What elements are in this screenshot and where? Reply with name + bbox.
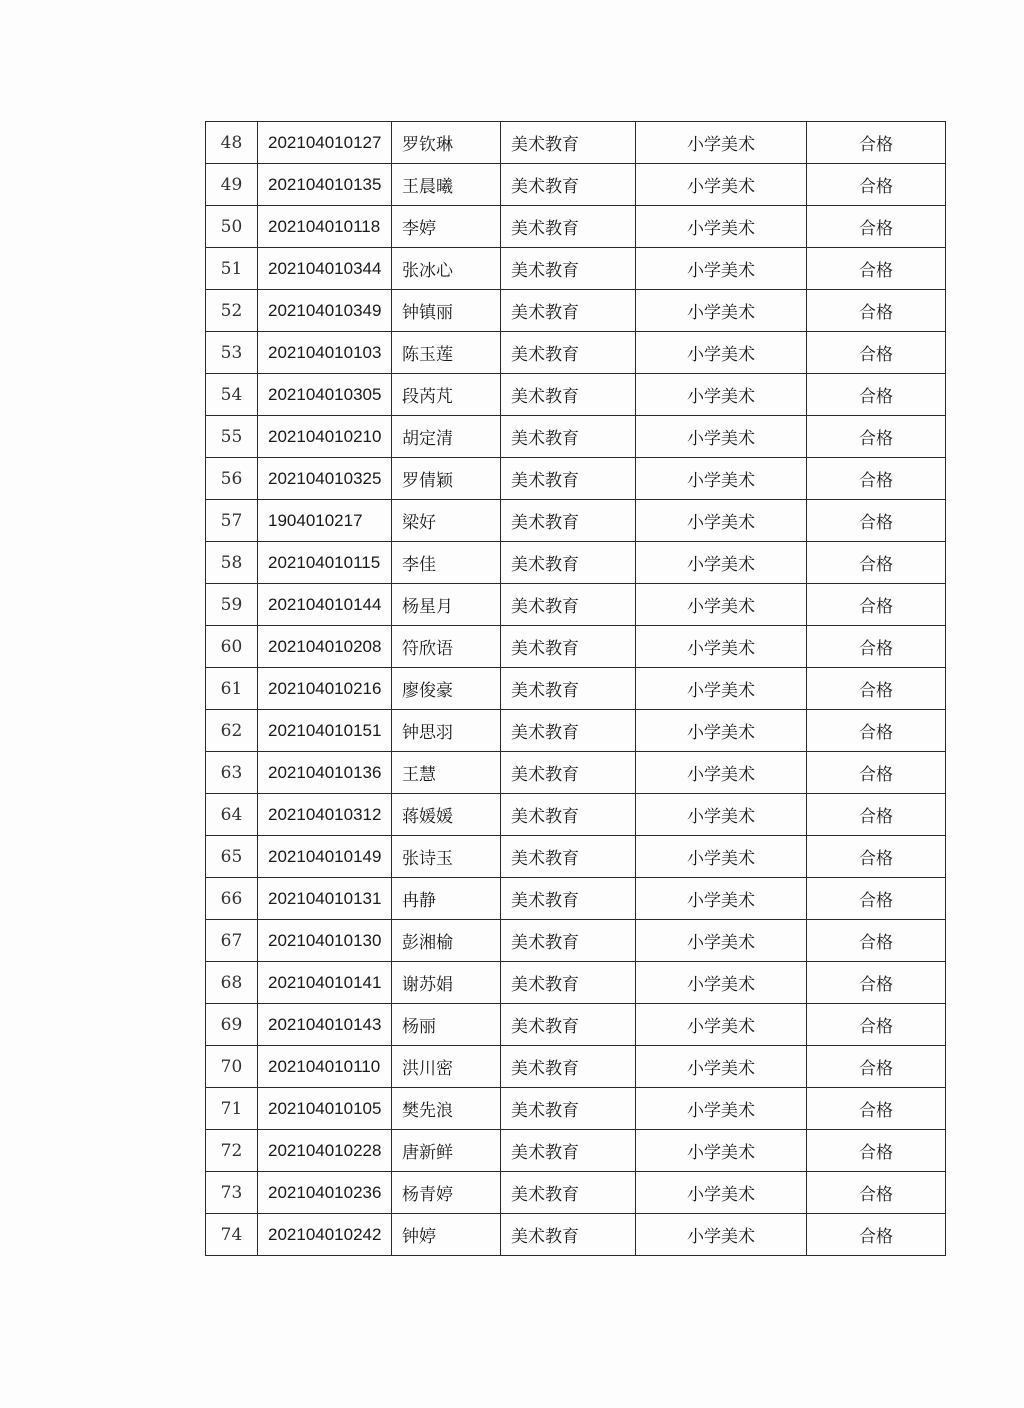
table-row (206, 1088, 946, 1130)
major-cell: 美术教育 (501, 290, 636, 332)
student-name-cell: 彭湘榆 (392, 920, 501, 962)
result-cell: 合格 (807, 164, 946, 206)
student-id-cell: 202104010312 (258, 794, 392, 836)
student-id-cell: 202104010210 (258, 416, 392, 458)
major-cell: 美术教育 (501, 1172, 636, 1214)
subject-cell: 小学美术 (636, 374, 807, 416)
table-row (206, 332, 946, 374)
table-row (206, 500, 946, 542)
student-id-cell: 202104010141 (258, 962, 392, 1004)
student-name-cell: 冉静 (392, 878, 501, 920)
result-cell: 合格 (807, 1088, 946, 1130)
major-cell: 美术教育 (501, 920, 636, 962)
result-cell: 合格 (807, 374, 946, 416)
table-row (206, 878, 946, 920)
major-cell: 美术教育 (501, 500, 636, 542)
subject-cell: 小学美术 (636, 752, 807, 794)
subject-cell: 小学美术 (636, 1172, 807, 1214)
table-row (206, 1046, 946, 1088)
major-cell: 美术教育 (501, 1046, 636, 1088)
row-number-cell: 50 (206, 206, 258, 248)
student-name-cell: 胡定清 (392, 416, 501, 458)
table-row (206, 374, 946, 416)
subject-cell: 小学美术 (636, 416, 807, 458)
row-number-cell: 68 (206, 962, 258, 1004)
student-name-cell: 谢苏娟 (392, 962, 501, 1004)
table-row (206, 584, 946, 626)
row-number-cell: 53 (206, 332, 258, 374)
major-cell: 美术教育 (501, 206, 636, 248)
result-cell: 合格 (807, 416, 946, 458)
student-id-cell: 202104010118 (258, 206, 392, 248)
student-id-cell: 202104010110 (258, 1046, 392, 1088)
student-name-cell: 李佳 (392, 542, 501, 584)
subject-cell: 小学美术 (636, 836, 807, 878)
row-number-cell: 74 (206, 1214, 258, 1256)
table-row (206, 710, 946, 752)
row-number-cell: 59 (206, 584, 258, 626)
major-cell: 美术教育 (501, 332, 636, 374)
student-name-cell: 廖俊豪 (392, 668, 501, 710)
row-number-cell: 51 (206, 248, 258, 290)
result-cell: 合格 (807, 122, 946, 164)
result-cell: 合格 (807, 1046, 946, 1088)
row-number-cell: 73 (206, 1172, 258, 1214)
student-name-cell: 杨星月 (392, 584, 501, 626)
row-number-cell: 62 (206, 710, 258, 752)
result-cell: 合格 (807, 626, 946, 668)
row-number-cell: 57 (206, 500, 258, 542)
major-cell: 美术教育 (501, 416, 636, 458)
table-row (206, 962, 946, 1004)
student-name-cell: 张诗玉 (392, 836, 501, 878)
subject-cell: 小学美术 (636, 920, 807, 962)
table-row (206, 1214, 946, 1256)
subject-cell: 小学美术 (636, 584, 807, 626)
row-number-cell: 63 (206, 752, 258, 794)
table-row (206, 752, 946, 794)
result-cell: 合格 (807, 290, 946, 332)
row-number-cell: 72 (206, 1130, 258, 1172)
student-name-cell: 罗倩颖 (392, 458, 501, 500)
major-cell: 美术教育 (501, 1130, 636, 1172)
result-cell: 合格 (807, 584, 946, 626)
table-row (206, 1172, 946, 1214)
student-name-cell: 唐新鲜 (392, 1130, 501, 1172)
major-cell: 美术教育 (501, 668, 636, 710)
table-row (206, 542, 946, 584)
table-row (206, 290, 946, 332)
student-id-cell: 202104010144 (258, 584, 392, 626)
subject-cell: 小学美术 (636, 794, 807, 836)
subject-cell: 小学美术 (636, 122, 807, 164)
major-cell: 美术教育 (501, 878, 636, 920)
major-cell: 美术教育 (501, 710, 636, 752)
student-name-cell: 罗钦琳 (392, 122, 501, 164)
result-cell: 合格 (807, 794, 946, 836)
student-name-cell: 钟婷 (392, 1214, 501, 1256)
result-cell: 合格 (807, 458, 946, 500)
major-cell: 美术教育 (501, 374, 636, 416)
table-row (206, 836, 946, 878)
major-cell: 美术教育 (501, 1214, 636, 1256)
subject-cell: 小学美术 (636, 500, 807, 542)
student-name-cell: 钟思羽 (392, 710, 501, 752)
major-cell: 美术教育 (501, 1088, 636, 1130)
major-cell: 美术教育 (501, 962, 636, 1004)
result-cell: 合格 (807, 878, 946, 920)
subject-cell: 小学美术 (636, 1214, 807, 1256)
row-number-cell: 48 (206, 122, 258, 164)
table-row (206, 416, 946, 458)
student-name-cell: 符欣语 (392, 626, 501, 668)
student-id-cell: 202104010105 (258, 1088, 392, 1130)
row-number-cell: 54 (206, 374, 258, 416)
result-cell: 合格 (807, 542, 946, 584)
result-cell: 合格 (807, 500, 946, 542)
subject-cell: 小学美术 (636, 1046, 807, 1088)
row-number-cell: 66 (206, 878, 258, 920)
subject-cell: 小学美术 (636, 878, 807, 920)
row-number-cell: 52 (206, 290, 258, 332)
student-id-cell: 202104010131 (258, 878, 392, 920)
student-id-cell: 202104010130 (258, 920, 392, 962)
results-table-body (206, 122, 946, 1256)
table-row (206, 920, 946, 962)
result-cell: 合格 (807, 962, 946, 1004)
row-number-cell: 71 (206, 1088, 258, 1130)
result-cell: 合格 (807, 668, 946, 710)
student-name-cell: 蒋媛媛 (392, 794, 501, 836)
row-number-cell: 61 (206, 668, 258, 710)
table-row (206, 794, 946, 836)
major-cell: 美术教育 (501, 794, 636, 836)
student-name-cell: 梁好 (392, 500, 501, 542)
subject-cell: 小学美术 (636, 206, 807, 248)
table-row (206, 668, 946, 710)
student-name-cell: 钟镇丽 (392, 290, 501, 332)
student-id-cell: 202104010103 (258, 332, 392, 374)
major-cell: 美术教育 (501, 1004, 636, 1046)
student-name-cell: 洪川密 (392, 1046, 501, 1088)
subject-cell: 小学美术 (636, 710, 807, 752)
result-cell: 合格 (807, 206, 946, 248)
row-number-cell: 55 (206, 416, 258, 458)
student-name-cell: 樊先浪 (392, 1088, 501, 1130)
table-row (206, 164, 946, 206)
result-cell: 合格 (807, 248, 946, 290)
subject-cell: 小学美术 (636, 290, 807, 332)
result-cell: 合格 (807, 1214, 946, 1256)
student-id-cell: 202104010127 (258, 122, 392, 164)
subject-cell: 小学美术 (636, 626, 807, 668)
row-number-cell: 49 (206, 164, 258, 206)
student-name-cell: 王慧 (392, 752, 501, 794)
result-cell: 合格 (807, 836, 946, 878)
student-id-cell: 202104010216 (258, 668, 392, 710)
table-row (206, 1004, 946, 1046)
row-number-cell: 65 (206, 836, 258, 878)
student-id-cell: 202104010115 (258, 542, 392, 584)
student-name-cell: 段芮芃 (392, 374, 501, 416)
student-id-cell: 202104010325 (258, 458, 392, 500)
subject-cell: 小学美术 (636, 458, 807, 500)
major-cell: 美术教育 (501, 542, 636, 584)
table-row (206, 1130, 946, 1172)
result-cell: 合格 (807, 920, 946, 962)
major-cell: 美术教育 (501, 164, 636, 206)
subject-cell: 小学美术 (636, 164, 807, 206)
student-id-cell: 202104010236 (258, 1172, 392, 1214)
subject-cell: 小学美术 (636, 962, 807, 1004)
student-name-cell: 张冰心 (392, 248, 501, 290)
student-id-cell: 202104010149 (258, 836, 392, 878)
result-cell: 合格 (807, 1172, 946, 1214)
student-name-cell: 陈玉莲 (392, 332, 501, 374)
result-cell: 合格 (807, 1004, 946, 1046)
row-number-cell: 64 (206, 794, 258, 836)
student-id-cell: 202104010208 (258, 626, 392, 668)
subject-cell: 小学美术 (636, 1088, 807, 1130)
major-cell: 美术教育 (501, 626, 636, 668)
row-number-cell: 70 (206, 1046, 258, 1088)
major-cell: 美术教育 (501, 122, 636, 164)
subject-cell: 小学美术 (636, 1004, 807, 1046)
table-row (206, 626, 946, 668)
result-cell: 合格 (807, 332, 946, 374)
student-name-cell: 杨青婷 (392, 1172, 501, 1214)
student-id-cell: 202104010349 (258, 290, 392, 332)
student-id-cell: 202104010143 (258, 1004, 392, 1046)
subject-cell: 小学美术 (636, 1130, 807, 1172)
subject-cell: 小学美术 (636, 332, 807, 374)
row-number-cell: 56 (206, 458, 258, 500)
row-number-cell: 67 (206, 920, 258, 962)
result-cell: 合格 (807, 752, 946, 794)
row-number-cell: 69 (206, 1004, 258, 1046)
student-id-cell: 202104010242 (258, 1214, 392, 1256)
table-row (206, 122, 946, 164)
student-name-cell: 李婷 (392, 206, 501, 248)
student-name-cell: 王晨曦 (392, 164, 501, 206)
student-id-cell: 202104010344 (258, 248, 392, 290)
student-name-cell: 杨丽 (392, 1004, 501, 1046)
table-row (206, 206, 946, 248)
student-id-cell: 202104010135 (258, 164, 392, 206)
student-id-cell: 1904010217 (258, 500, 392, 542)
row-number-cell: 60 (206, 626, 258, 668)
student-id-cell: 202104010228 (258, 1130, 392, 1172)
results-table (205, 121, 946, 1256)
major-cell: 美术教育 (501, 836, 636, 878)
subject-cell: 小学美术 (636, 542, 807, 584)
subject-cell: 小学美术 (636, 668, 807, 710)
student-id-cell: 202104010305 (258, 374, 392, 416)
table-row (206, 458, 946, 500)
major-cell: 美术教育 (501, 248, 636, 290)
result-cell: 合格 (807, 710, 946, 752)
subject-cell: 小学美术 (636, 248, 807, 290)
row-number-cell: 58 (206, 542, 258, 584)
major-cell: 美术教育 (501, 752, 636, 794)
student-id-cell: 202104010136 (258, 752, 392, 794)
major-cell: 美术教育 (501, 584, 636, 626)
major-cell: 美术教育 (501, 458, 636, 500)
result-cell: 合格 (807, 1130, 946, 1172)
table-row (206, 248, 946, 290)
student-id-cell: 202104010151 (258, 710, 392, 752)
